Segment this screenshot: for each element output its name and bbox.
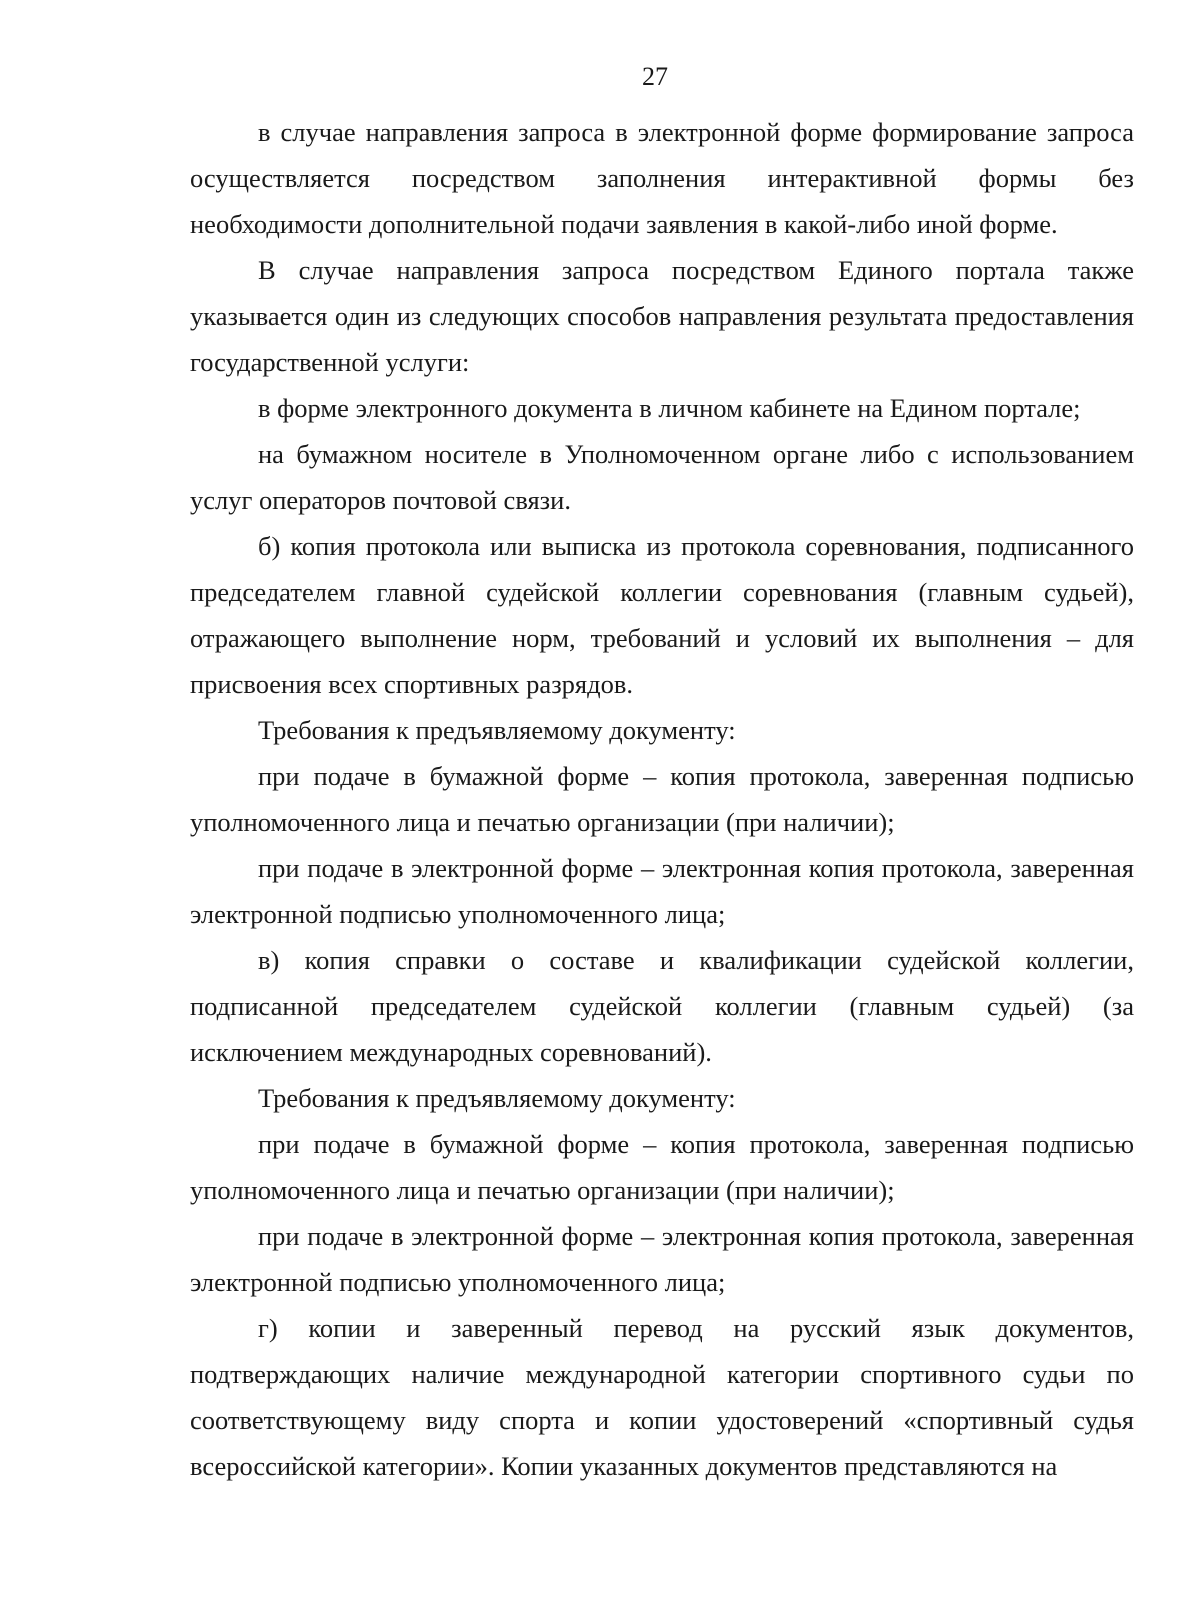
paragraph-paper-medium: на бумажном носителе в Уполномоченном органе либо с использованием услуг операторов почтовой связи. — [190, 439, 1134, 515]
paragraph-requirements: Требования к предъявляемому документу: — [258, 1083, 736, 1113]
paragraph-unified-portal: В случае направления запроса посредством Единого портала также указывается один из следующих способов направления результата предоставления государственной услуги: — [190, 255, 1134, 377]
page-number: 27 — [642, 62, 668, 91]
paragraph-electronic-submission: при подаче в электронной форме – электронная копия протокола, заверенная электронной подписью уполномоченного лица; — [190, 1221, 1134, 1297]
paragraph-electronic-request: в случае направления запроса в электронной форме формирование запроса осуществляется посредством заполнения интерактивной формы без необходимости дополнительной подачи заявления в какой-либо иной форме. — [190, 117, 1134, 239]
document-body — [190, 109, 1134, 1489]
paragraph-requirements: Требования к предъявляемому документу: — [258, 715, 736, 745]
paragraph-personal-account: в форме электронного документа в личном кабинете на Едином портале; — [258, 393, 1081, 423]
paragraph-item-v: в) копия справки о составе и квалификации судейской коллегии, подписанной председателем судейской коллегии (главным судьей) (за исключением международных соревнований). — [190, 945, 1134, 1067]
paragraph-electronic-submission: при подаче в электронной форме – электронная копия протокола, заверенная электронной подписью уполномоченного лица; — [190, 853, 1134, 929]
paragraph-paper-submission: при подаче в бумажной форме – копия протокола, заверенная подписью уполномоченного лица и печатью организации (при наличии); — [190, 761, 1134, 837]
paragraph-item-b: б) копия протокола или выписка из протокола соревнования, подписанного председателем главной судейской коллегии соревнования (главным судьей), отражающего выполнение норм, требований и условий их выполнения – для присвоения всех спортивных разрядов. — [190, 531, 1134, 699]
paragraph-item-g: г) копии и заверенный перевод на русский язык документов, подтверждающих наличие международной категории спортивного судьи по соответствующему виду спорта и копии удостоверений «спортивный судья всероссийской категории». Копии указанных документов представляются на — [190, 1313, 1134, 1481]
paragraph-paper-submission: при подаче в бумажной форме – копия протокола, заверенная подписью уполномоченного лица и печатью организации (при наличии); — [190, 1129, 1134, 1205]
